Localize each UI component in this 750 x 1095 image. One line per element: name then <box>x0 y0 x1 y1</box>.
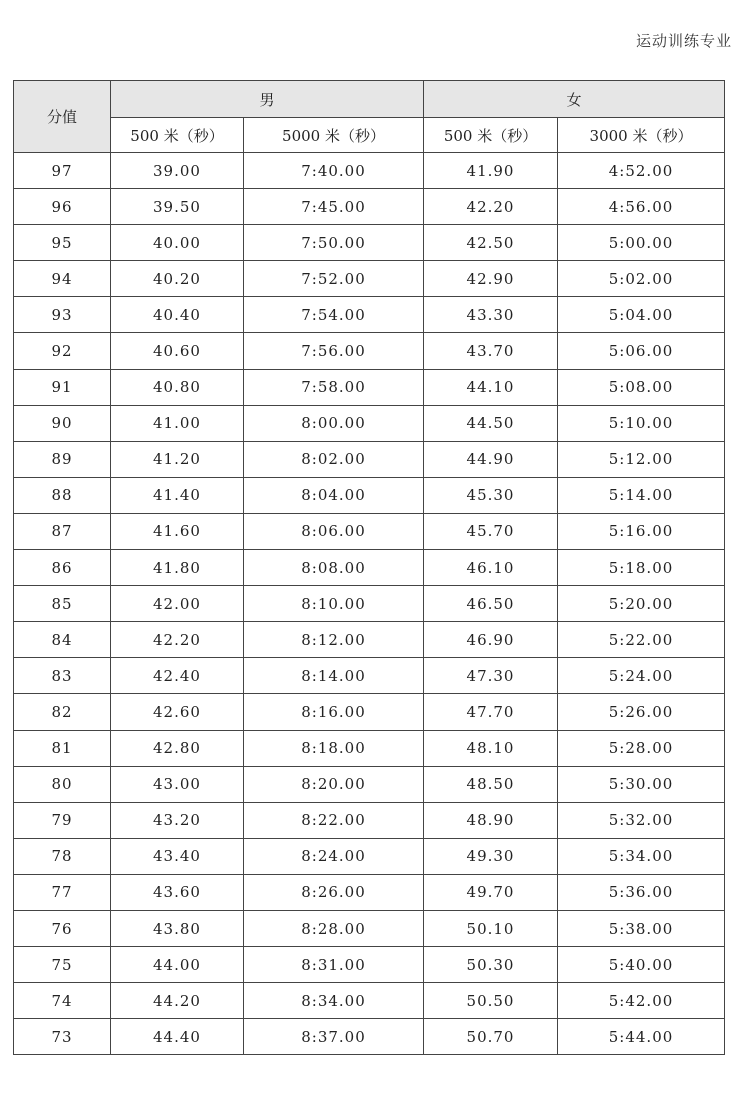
male-5000m-cell: 7:45.00 <box>244 189 424 225</box>
score-cell: 80 <box>14 766 111 802</box>
male-500m-header: 500 米（秒） <box>111 118 244 153</box>
score-cell: 91 <box>14 369 111 405</box>
female-500m-cell: 48.50 <box>424 766 558 802</box>
male-5000m-cell: 7:40.00 <box>244 153 424 189</box>
score-cell: 87 <box>14 513 111 549</box>
score-cell: 90 <box>14 405 111 441</box>
male-500m-cell: 43.40 <box>111 838 244 874</box>
male-5000m-cell: 8:08.00 <box>244 550 424 586</box>
table-row <box>14 983 725 1019</box>
table-row <box>14 550 725 586</box>
table-row <box>14 586 725 622</box>
table-row <box>14 1019 725 1055</box>
female-3000m-cell: 5:02.00 <box>558 261 725 297</box>
female-3000m-cell: 5:34.00 <box>558 838 725 874</box>
table-row <box>14 477 725 513</box>
female-500m-cell: 50.10 <box>424 910 558 946</box>
score-table-body <box>14 153 725 1055</box>
table-row <box>14 694 725 730</box>
female-3000m-cell: 5:28.00 <box>558 730 725 766</box>
female-500m-cell: 44.50 <box>424 405 558 441</box>
male-500m-cell: 41.80 <box>111 550 244 586</box>
male-5000m-cell: 8:22.00 <box>244 802 424 838</box>
male-5000m-cell: 8:34.00 <box>244 983 424 1019</box>
male-500m-cell: 42.40 <box>111 658 244 694</box>
female-3000m-cell: 5:00.00 <box>558 225 725 261</box>
female-500m-cell: 43.70 <box>424 333 558 369</box>
header-row-events <box>14 118 725 153</box>
male-5000m-cell: 8:20.00 <box>244 766 424 802</box>
male-group-header: 男 <box>111 81 424 118</box>
female-3000m-cell: 5:10.00 <box>558 405 725 441</box>
female-500m-cell: 46.50 <box>424 586 558 622</box>
female-500m-cell: 49.70 <box>424 874 558 910</box>
male-5000m-cell: 8:04.00 <box>244 477 424 513</box>
score-cell: 95 <box>14 225 111 261</box>
male-500m-cell: 41.20 <box>111 441 244 477</box>
score-cell: 73 <box>14 1019 111 1055</box>
male-500m-cell: 42.80 <box>111 730 244 766</box>
score-cell: 94 <box>14 261 111 297</box>
male-500m-cell: 43.20 <box>111 802 244 838</box>
table-row <box>14 766 725 802</box>
female-group-header: 女 <box>424 81 725 118</box>
score-cell: 82 <box>14 694 111 730</box>
score-cell: 93 <box>14 297 111 333</box>
female-3000m-cell: 5:06.00 <box>558 333 725 369</box>
table-row <box>14 297 725 333</box>
male-5000m-cell: 7:56.00 <box>244 333 424 369</box>
male-5000m-cell: 7:50.00 <box>244 225 424 261</box>
male-5000m-header: 5000 米（秒） <box>244 118 424 153</box>
female-500m-cell: 49.30 <box>424 838 558 874</box>
female-500m-header: 500 米（秒） <box>424 118 558 153</box>
male-5000m-cell: 7:54.00 <box>244 297 424 333</box>
female-500m-cell: 44.90 <box>424 441 558 477</box>
female-500m-cell: 50.70 <box>424 1019 558 1055</box>
female-3000m-cell: 5:26.00 <box>558 694 725 730</box>
score-cell: 85 <box>14 586 111 622</box>
male-500m-cell: 42.20 <box>111 622 244 658</box>
female-3000m-cell: 5:44.00 <box>558 1019 725 1055</box>
male-5000m-cell: 7:52.00 <box>244 261 424 297</box>
score-cell: 76 <box>14 910 111 946</box>
male-500m-cell: 44.40 <box>111 1019 244 1055</box>
female-3000m-cell: 5:12.00 <box>558 441 725 477</box>
score-cell: 89 <box>14 441 111 477</box>
female-3000m-cell: 4:52.00 <box>558 153 725 189</box>
table-row <box>14 874 725 910</box>
table-row <box>14 261 725 297</box>
table-row <box>14 333 725 369</box>
male-500m-cell: 44.20 <box>111 983 244 1019</box>
score-cell: 81 <box>14 730 111 766</box>
score-cell: 96 <box>14 189 111 225</box>
table-row <box>14 189 725 225</box>
female-500m-cell: 43.30 <box>424 297 558 333</box>
male-5000m-cell: 8:14.00 <box>244 658 424 694</box>
female-3000m-cell: 5:24.00 <box>558 658 725 694</box>
female-3000m-cell: 4:56.00 <box>558 189 725 225</box>
male-5000m-cell: 8:18.00 <box>244 730 424 766</box>
female-500m-cell: 45.30 <box>424 477 558 513</box>
female-3000m-cell: 5:16.00 <box>558 513 725 549</box>
male-500m-cell: 42.00 <box>111 586 244 622</box>
male-5000m-cell: 8:06.00 <box>244 513 424 549</box>
male-5000m-cell: 8:26.00 <box>244 874 424 910</box>
male-500m-cell: 40.40 <box>111 297 244 333</box>
score-cell: 78 <box>14 838 111 874</box>
female-500m-cell: 42.50 <box>424 225 558 261</box>
table-row <box>14 441 725 477</box>
score-column-header: 分值 <box>14 81 111 153</box>
male-5000m-cell: 8:02.00 <box>244 441 424 477</box>
female-3000m-cell: 5:36.00 <box>558 874 725 910</box>
table-row <box>14 622 725 658</box>
female-3000m-cell: 5:08.00 <box>558 369 725 405</box>
score-cell: 88 <box>14 477 111 513</box>
table-row <box>14 405 725 441</box>
score-cell: 97 <box>14 153 111 189</box>
male-500m-cell: 39.00 <box>111 153 244 189</box>
male-500m-cell: 40.80 <box>111 369 244 405</box>
male-5000m-cell: 8:10.00 <box>244 586 424 622</box>
male-500m-cell: 43.80 <box>111 910 244 946</box>
male-5000m-cell: 8:24.00 <box>244 838 424 874</box>
female-500m-cell: 47.30 <box>424 658 558 694</box>
female-500m-cell: 50.50 <box>424 983 558 1019</box>
score-cell: 86 <box>14 550 111 586</box>
female-500m-cell: 45.70 <box>424 513 558 549</box>
header-row-groups <box>14 81 725 118</box>
female-500m-cell: 44.10 <box>424 369 558 405</box>
male-500m-cell: 41.40 <box>111 477 244 513</box>
female-500m-cell: 50.30 <box>424 947 558 983</box>
score-cell: 79 <box>14 802 111 838</box>
female-500m-cell: 46.90 <box>424 622 558 658</box>
score-cell: 74 <box>14 983 111 1019</box>
female-3000m-cell: 5:38.00 <box>558 910 725 946</box>
female-3000m-cell: 5:04.00 <box>558 297 725 333</box>
female-3000m-cell: 5:30.00 <box>558 766 725 802</box>
female-500m-cell: 48.10 <box>424 730 558 766</box>
score-cell: 75 <box>14 947 111 983</box>
table-row <box>14 730 725 766</box>
table-row <box>14 225 725 261</box>
male-5000m-cell: 8:16.00 <box>244 694 424 730</box>
female-3000m-cell: 5:14.00 <box>558 477 725 513</box>
table-row <box>14 369 725 405</box>
male-500m-cell: 43.60 <box>111 874 244 910</box>
female-500m-cell: 42.90 <box>424 261 558 297</box>
male-5000m-cell: 8:28.00 <box>244 910 424 946</box>
female-3000m-cell: 5:32.00 <box>558 802 725 838</box>
male-500m-cell: 41.00 <box>111 405 244 441</box>
score-cell: 84 <box>14 622 111 658</box>
score-table <box>13 80 725 1055</box>
male-500m-cell: 40.00 <box>111 225 244 261</box>
female-3000m-cell: 5:42.00 <box>558 983 725 1019</box>
male-5000m-cell: 8:12.00 <box>244 622 424 658</box>
table-row <box>14 658 725 694</box>
table-row <box>14 947 725 983</box>
female-500m-cell: 47.70 <box>424 694 558 730</box>
table-row <box>14 910 725 946</box>
female-500m-cell: 41.90 <box>424 153 558 189</box>
female-500m-cell: 48.90 <box>424 802 558 838</box>
page-header: 运动训练专业 <box>635 32 732 50</box>
male-500m-cell: 44.00 <box>111 947 244 983</box>
female-3000m-cell: 5:40.00 <box>558 947 725 983</box>
female-500m-cell: 46.10 <box>424 550 558 586</box>
score-cell: 83 <box>14 658 111 694</box>
table-row <box>14 153 725 189</box>
female-3000m-cell: 5:18.00 <box>558 550 725 586</box>
male-500m-cell: 41.60 <box>111 513 244 549</box>
male-5000m-cell: 7:58.00 <box>244 369 424 405</box>
male-500m-cell: 43.00 <box>111 766 244 802</box>
female-500m-cell: 42.20 <box>424 189 558 225</box>
male-500m-cell: 42.60 <box>111 694 244 730</box>
male-5000m-cell: 8:37.00 <box>244 1019 424 1055</box>
female-3000m-cell: 5:20.00 <box>558 586 725 622</box>
female-3000m-header: 3000 米（秒） <box>558 118 725 153</box>
male-500m-cell: 39.50 <box>111 189 244 225</box>
female-3000m-cell: 5:22.00 <box>558 622 725 658</box>
table-row <box>14 513 725 549</box>
male-500m-cell: 40.60 <box>111 333 244 369</box>
table-row <box>14 838 725 874</box>
table-row <box>14 802 725 838</box>
male-5000m-cell: 8:31.00 <box>244 947 424 983</box>
male-500m-cell: 40.20 <box>111 261 244 297</box>
male-5000m-cell: 8:00.00 <box>244 405 424 441</box>
score-cell: 92 <box>14 333 111 369</box>
score-cell: 77 <box>14 874 111 910</box>
